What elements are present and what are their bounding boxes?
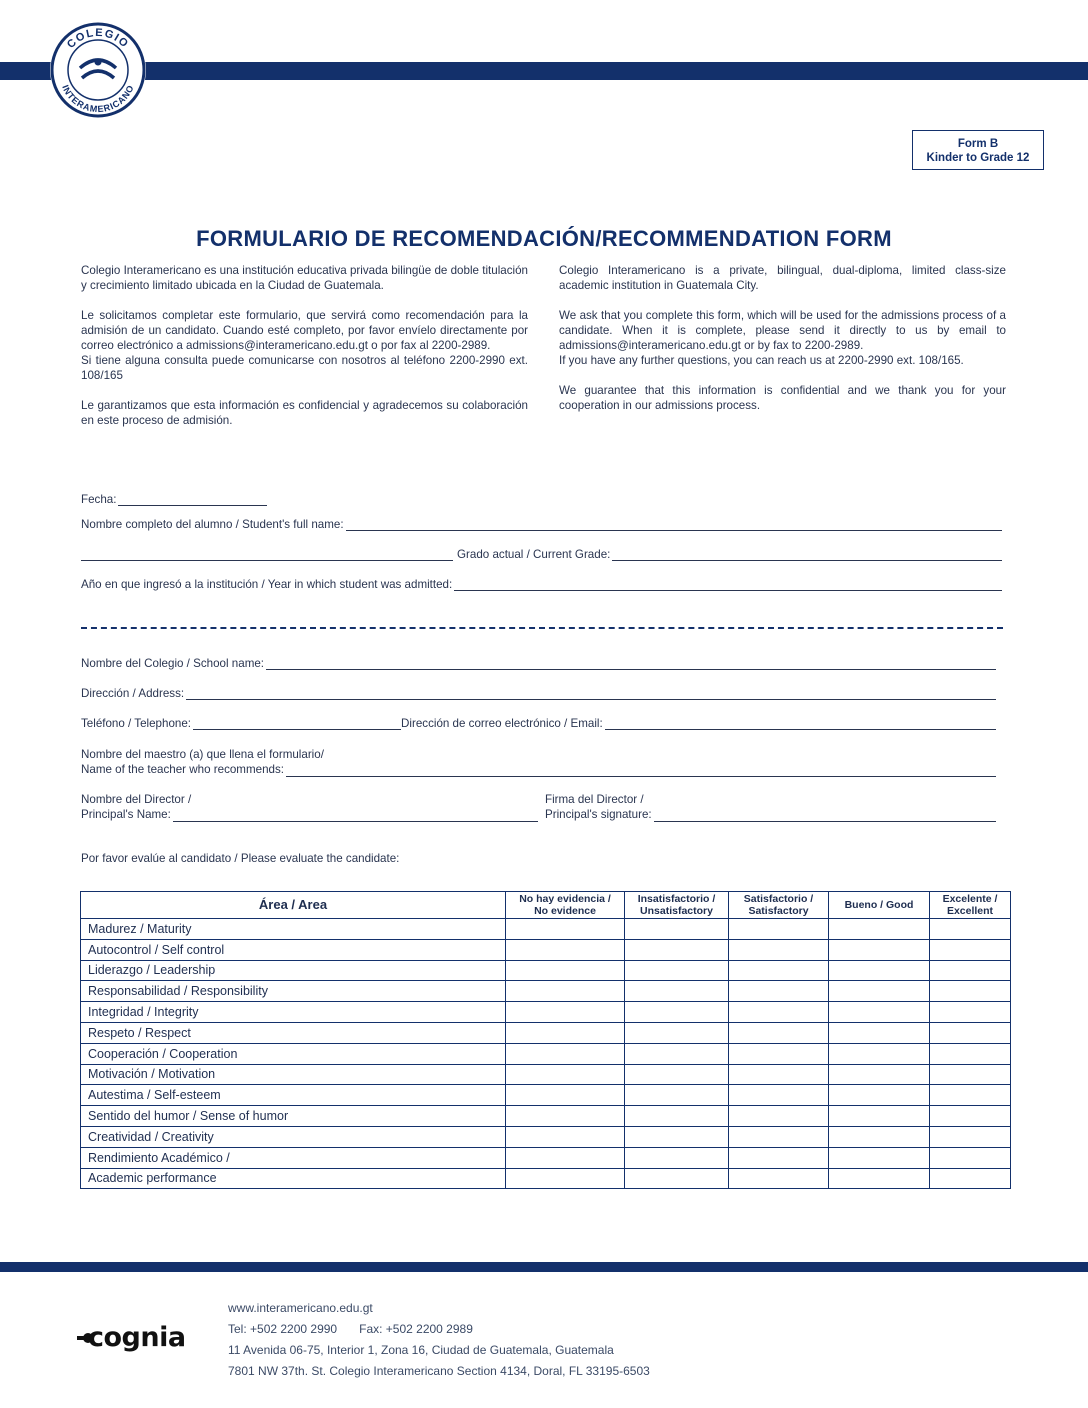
footer-fax: Fax: +502 2200 2989 (359, 1322, 473, 1336)
intro-english (559, 263, 1006, 428)
intro-spanish (81, 263, 528, 443)
evaluation-row (81, 1168, 1011, 1189)
rating-cell[interactable] (625, 1126, 729, 1147)
rating-cell[interactable] (729, 1022, 829, 1043)
rating-cell[interactable] (506, 1168, 625, 1189)
footer-address-us: 7801 NW 37th. St. Colegio Interamericano Section 4134, Doral, FL 33195-6503 (228, 1364, 650, 1378)
telephone-email-field[interactable] (81, 717, 996, 730)
email-line[interactable] (605, 719, 996, 730)
rating-cell[interactable] (729, 1126, 829, 1147)
area-label: Academic performance (81, 1168, 506, 1189)
rating-cell[interactable] (729, 1002, 829, 1023)
rating-cell[interactable] (930, 1064, 1011, 1085)
area-label: Liderazgo / Leadership (81, 960, 506, 981)
year-admitted-label: Año en que ingresó a la institución / Year in which student was admitted: (81, 578, 453, 591)
rating-cell[interactable] (829, 1002, 930, 1023)
evaluation-row (81, 1106, 1011, 1127)
rating-cell[interactable] (506, 1106, 625, 1127)
rating-cell[interactable] (729, 1064, 829, 1085)
footer-contact (228, 1298, 650, 1382)
teacher-field[interactable] (81, 747, 996, 777)
address-label: Dirección / Address: (81, 687, 185, 700)
evaluation-row (81, 1064, 1011, 1085)
rating-cell[interactable] (829, 1168, 930, 1189)
area-label: Autocontrol / Self control (81, 939, 506, 960)
rating-header-excellent: Excelente / Excellent (930, 892, 1011, 919)
signature-label-en: Principal's signature: (545, 808, 652, 821)
rating-cell[interactable] (506, 1085, 625, 1106)
rating-cell[interactable] (930, 960, 1011, 981)
rating-cell[interactable] (625, 1106, 729, 1127)
rating-cell[interactable] (829, 939, 930, 960)
intro-es-p2b: Si tiene alguna consulta puede comunicarse con nosotros al teléfono 2200-2990 ext. 108/165 (81, 354, 528, 382)
evaluation-header-row (81, 892, 1011, 919)
form-type-box (912, 130, 1044, 170)
rating-cell[interactable] (506, 919, 625, 940)
rating-cell[interactable] (625, 1002, 729, 1023)
principal-label-es: Nombre del Director / (81, 793, 192, 806)
telephone-line[interactable] (193, 719, 401, 730)
rating-cell[interactable] (625, 919, 729, 940)
date-label: Fecha: (81, 493, 117, 506)
intro-en-p1: Colegio Interamericano is a private, bilingual, dual-diploma, limited class-size academic institution in Guatemala City. (559, 264, 1006, 292)
evaluation-row (81, 1022, 1011, 1043)
rating-cell[interactable] (506, 1022, 625, 1043)
area-label: Madurez / Maturity (81, 919, 506, 940)
rating-cell[interactable] (506, 1064, 625, 1085)
year-admitted-field[interactable] (81, 578, 1002, 591)
evaluation-row (81, 1126, 1011, 1147)
rating-cell[interactable] (930, 1126, 1011, 1147)
rating-cell[interactable] (829, 1022, 930, 1043)
rating-cell[interactable] (625, 960, 729, 981)
principal-name-line[interactable] (173, 811, 538, 822)
area-header: Área / Area (81, 892, 506, 919)
rating-cell[interactable] (625, 939, 729, 960)
student-name-field[interactable] (81, 518, 1002, 531)
intro-es-p3: Le garantizamos que esta información es confidencial y agradecemos su colaboración en este proceso de admisión. (81, 399, 528, 427)
area-label: Creatividad / Creativity (81, 1126, 506, 1147)
teacher-label-es: Nombre del maestro (a) que llena el formulario/ (81, 748, 324, 761)
rating-cell[interactable] (930, 1168, 1011, 1189)
rating-cell[interactable] (625, 1043, 729, 1064)
form-grades: Kinder to Grade 12 (926, 152, 1030, 164)
rating-cell[interactable] (506, 1002, 625, 1023)
footer-address-gt: 11 Avenida 06-75, Interior 1, Zona 16, Ciudad de Guatemala, Guatemala (228, 1343, 614, 1357)
rating-cell[interactable] (930, 919, 1011, 940)
student-name-continuation-line[interactable] (81, 550, 453, 561)
principal-signature-field[interactable] (545, 792, 996, 822)
form-title: FORMULARIO DE RECOMENDACIÓN/RECOMMENDATION FORM (196, 226, 892, 251)
area-label: Integridad / Integrity (81, 1002, 506, 1023)
rating-cell[interactable] (625, 1085, 729, 1106)
rating-cell[interactable] (829, 1064, 930, 1085)
intro-es-p2a: Le solicitamos completar este formulario, que servirá como recomendación para la admisión de un candidato. Cuando esté completo, por favor envíelo directamente por correo electrónico a admissions@interamericano.edu.gt o por fax al 2200-2989. (81, 309, 528, 352)
cognia-wordmark: cognia (88, 1322, 186, 1353)
rating-cell[interactable] (829, 981, 930, 1002)
rating-cell[interactable] (625, 1064, 729, 1085)
header-band (0, 62, 1088, 80)
teacher-label-en: Name of the teacher who recommends: (81, 763, 284, 776)
rating-cell[interactable] (930, 981, 1011, 1002)
rating-cell[interactable] (729, 1168, 829, 1189)
school-seal-logo (50, 22, 146, 118)
teacher-line[interactable] (286, 766, 996, 777)
evaluation-row (81, 960, 1011, 981)
rating-cell[interactable] (829, 1106, 930, 1127)
rating-cell[interactable] (930, 1085, 1011, 1106)
rating-cell[interactable] (729, 1147, 829, 1168)
form-code: Form B (957, 138, 999, 150)
date-field[interactable] (81, 493, 267, 506)
current-grade-field[interactable] (81, 548, 1002, 561)
rating-cell[interactable] (506, 939, 625, 960)
rating-cell[interactable] (930, 1147, 1011, 1168)
rating-cell[interactable] (506, 1147, 625, 1168)
rating-header-no-evidence: No hay evidencia / No evidence (506, 892, 625, 919)
email-label: Dirección de correo electrónico / Email: (401, 717, 603, 730)
evaluation-row (81, 1043, 1011, 1064)
area-label: Sentido del humor / Sense of humor (81, 1106, 506, 1127)
area-label: Motivación / Motivation (81, 1064, 506, 1085)
rating-cell[interactable] (930, 1002, 1011, 1023)
principal-label-en: Principal's Name: (81, 808, 171, 821)
rating-cell[interactable] (506, 1126, 625, 1147)
intro-en-p2b: If you have any further questions, you can reach us at 2200-2990 ext. 108/165. (559, 354, 964, 367)
address-field[interactable] (81, 687, 996, 700)
footer-tel: Tel: +502 2200 2990 (228, 1322, 338, 1336)
year-admitted-line[interactable] (454, 580, 1002, 591)
intro-en-p2a: We ask that you complete this form, which will be used for the admissions process of a candidate. When it is complete, please send it directly to us by email to admissions@interamericano.edu.gt or by fax to 2200-2989. (559, 309, 1006, 352)
intro-es-p1: Colegio Interamericano es una institución educativa privada bilingüe de doble titulación y crecimiento limitado ubicada en la Ciudad de Guatemala. (81, 264, 528, 292)
principal-name-field[interactable] (81, 792, 538, 822)
rating-cell[interactable] (625, 1147, 729, 1168)
rating-cell[interactable] (729, 939, 829, 960)
signature-line[interactable] (654, 811, 996, 822)
footer-band (0, 1262, 1088, 1272)
telephone-label: Teléfono / Telephone: (81, 717, 192, 730)
rating-cell[interactable] (729, 960, 829, 981)
date-line[interactable] (118, 495, 267, 506)
area-label: Cooperación / Cooperation (81, 1043, 506, 1064)
rating-header-satisfactory: Satisfactorio / Satisfactory (729, 892, 829, 919)
rating-cell[interactable] (625, 981, 729, 1002)
seal-top-text: COLEGIO (64, 26, 132, 51)
seal-bottom-text: INTERAMERICANO (60, 83, 136, 115)
rating-header-good: Bueno / Good (829, 892, 930, 919)
student-name-line[interactable] (346, 520, 1002, 531)
area-label: Autestima / Self-esteem (81, 1085, 506, 1106)
rating-cell[interactable] (829, 1043, 930, 1064)
current-grade-line[interactable] (612, 550, 1002, 561)
rating-cell[interactable] (729, 981, 829, 1002)
rating-cell[interactable] (930, 1022, 1011, 1043)
rating-cell[interactable] (729, 919, 829, 940)
evaluation-row (81, 919, 1011, 940)
evaluation-prompt: Por favor evalúe al candidato / Please evaluate the candidate: (81, 852, 400, 865)
evaluation-row (81, 1085, 1011, 1106)
rating-cell[interactable] (506, 1043, 625, 1064)
rating-cell[interactable] (506, 981, 625, 1002)
evaluation-row (81, 1002, 1011, 1023)
rating-header-unsatisfactory: Insatisfactorio / Unsatisfactory (625, 892, 729, 919)
rating-cell[interactable] (506, 960, 625, 981)
rating-cell[interactable] (729, 1085, 829, 1106)
rating-cell[interactable] (729, 1043, 829, 1064)
rating-cell[interactable] (829, 1126, 930, 1147)
school-name-line[interactable] (266, 659, 996, 670)
rating-cell[interactable] (829, 1085, 930, 1106)
rating-cell[interactable] (829, 960, 930, 981)
rating-cell[interactable] (729, 1106, 829, 1127)
evaluation-table (80, 891, 1011, 1189)
evaluation-row (81, 939, 1011, 960)
address-line[interactable] (186, 689, 996, 700)
section-divider (81, 627, 1003, 629)
rating-cell[interactable] (829, 919, 930, 940)
evaluation-row (81, 1147, 1011, 1168)
rating-cell[interactable] (625, 1168, 729, 1189)
evaluation-row (81, 981, 1011, 1002)
cognia-logo (74, 1322, 194, 1358)
rating-cell[interactable] (625, 1022, 729, 1043)
current-grade-label: Grado actual / Current Grade: (457, 548, 611, 561)
footer-website[interactable]: www.interamericano.edu.gt (228, 1301, 373, 1315)
rating-cell[interactable] (829, 1147, 930, 1168)
area-label: Responsabilidad / Responsibility (81, 981, 506, 1002)
intro-en-p3: We guarantee that this information is confidential and we thank you for your cooperation in our admissions process. (559, 384, 1006, 412)
area-label: Respeto / Respect (81, 1022, 506, 1043)
rating-cell[interactable] (930, 1106, 1011, 1127)
area-label: Rendimiento Académico / (81, 1147, 506, 1168)
school-name-label: Nombre del Colegio / School name: (81, 657, 265, 670)
rating-cell[interactable] (930, 1043, 1011, 1064)
school-name-field[interactable] (81, 657, 996, 670)
student-name-label: Nombre completo del alumno / Student's full name: (81, 518, 344, 531)
rating-cell[interactable] (930, 939, 1011, 960)
signature-label-es: Firma del Director / (545, 793, 644, 806)
